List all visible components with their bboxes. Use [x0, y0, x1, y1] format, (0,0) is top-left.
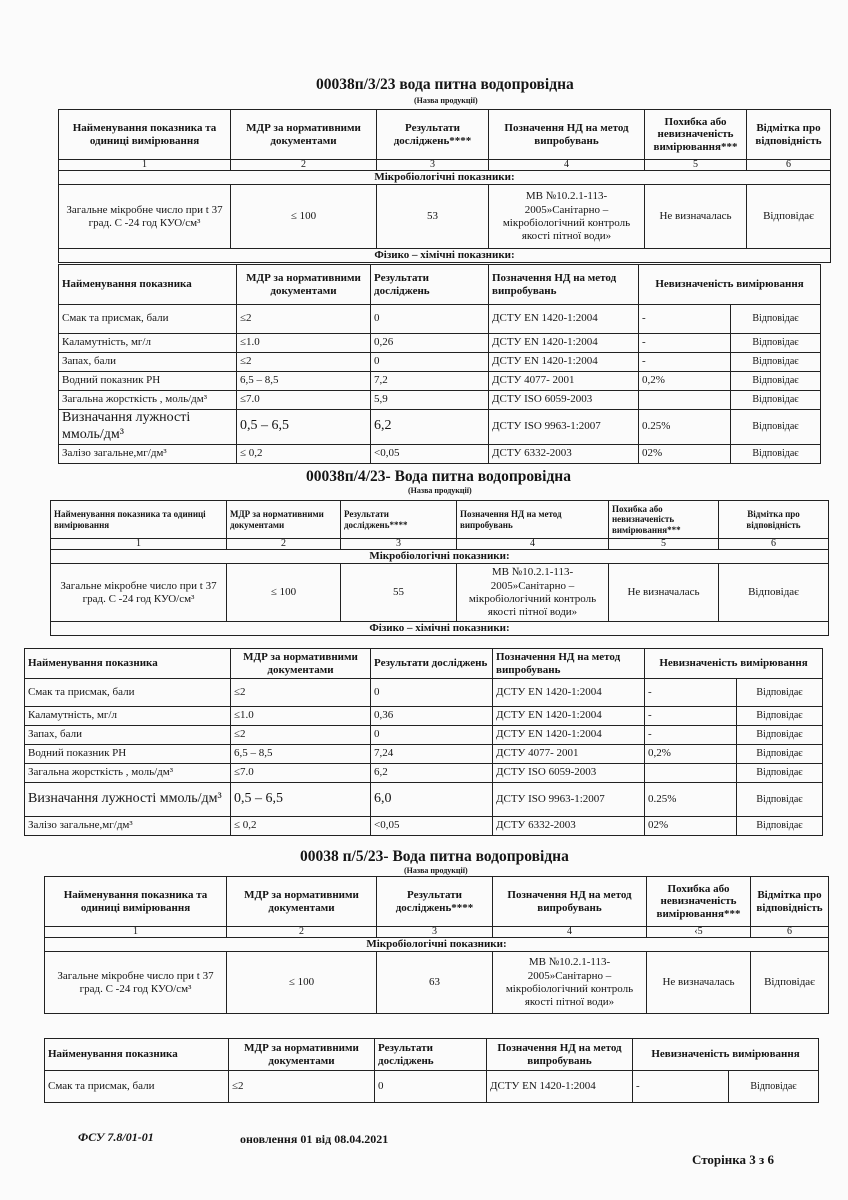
- index-cell: 5: [609, 539, 719, 550]
- col-header: Невизначеність вимірювання: [633, 1039, 819, 1071]
- col-header: Позначення НД на метод випробувань: [489, 265, 639, 305]
- compliance-mark: Відповідає: [731, 353, 821, 372]
- col-header: Найменування показника та одиниці вимірювання: [59, 110, 231, 160]
- result-value: 0: [371, 726, 493, 745]
- result-value: 63: [377, 952, 493, 1014]
- compliance-mark: Відповідає: [737, 679, 823, 707]
- uncertainty-value: -: [645, 679, 737, 707]
- col-header: Позначення НД на метод випробувань: [487, 1039, 633, 1071]
- indicator-name: Водний показник РН: [59, 372, 237, 391]
- index-cell: 3: [377, 160, 489, 171]
- index-cell: 1: [45, 927, 227, 938]
- col-header: Результати досліджень****: [377, 877, 493, 927]
- index-cell: 4: [489, 160, 645, 171]
- index-cell: 1: [51, 539, 227, 550]
- section-title: 00038п/4/23- Вода питна водопровідна: [306, 468, 571, 485]
- col-header: Відмітка про відповідність: [719, 501, 829, 539]
- method-value: ДСТУ 4077- 2001: [493, 745, 645, 764]
- col-header: Позначення НД на метод випробувань: [457, 501, 609, 539]
- section-label: Мікробіологічні показники:: [45, 938, 829, 952]
- uncertainty-value: -: [639, 305, 731, 334]
- result-value: 0: [371, 305, 489, 334]
- col-header: Найменування показника: [25, 649, 231, 679]
- mdr-value: ≤1.0: [231, 707, 371, 726]
- col-header: Невизначеність вимірювання: [639, 265, 821, 305]
- indicator-name: Запах, бали: [59, 353, 237, 372]
- uncertainty-value: -: [645, 726, 737, 745]
- indicator-name: Смак та присмак, бали: [25, 679, 231, 707]
- col-header: Найменування показника: [59, 265, 237, 305]
- section-label: Фізико – хімічні показники:: [59, 249, 831, 263]
- mdr-value: ≤2: [231, 726, 371, 745]
- col-header: Невизначеність вимірювання: [645, 649, 823, 679]
- result-value: 0: [371, 679, 493, 707]
- method-value: МВ №10.2.1-113-2005»Санітарно – мікробіологічний контроль якості пітної води»: [489, 185, 645, 249]
- mdr-value: ≤2: [229, 1071, 375, 1103]
- method-value: ДСТУ ISO 9963-1:2007: [489, 410, 639, 445]
- error-value: Не визначалась: [645, 185, 747, 249]
- uncertainty-value: 0,2%: [639, 372, 731, 391]
- indicator-name: Каламутність, мг/л: [59, 334, 237, 353]
- micro-table: [44, 876, 829, 1014]
- mdr-value: ≤ 100: [227, 564, 341, 622]
- col-header: Позначення НД на метод випробувань: [489, 110, 645, 160]
- indicator-name: Загальне мікробне число при t 37 град. С -24 год КУО/см³: [59, 185, 231, 249]
- col-header: Відмітка про відповідність: [747, 110, 831, 160]
- index-cell: 6: [719, 539, 829, 550]
- section-title: 00038 п/5/23- Вода питна водопровідна: [300, 848, 569, 865]
- mdr-value: ≤ 100: [227, 952, 377, 1014]
- method-value: ДСТУ EN 1420-1:2004: [489, 353, 639, 372]
- indicator-name: Каламутність, мг/л: [25, 707, 231, 726]
- error-value: Не визначалась: [647, 952, 751, 1014]
- mdr-value: 0,5 – 6,5: [231, 783, 371, 817]
- result-value: 55: [341, 564, 457, 622]
- col-header: МДР за нормативними документами: [237, 265, 371, 305]
- index-cell: 4: [457, 539, 609, 550]
- uncertainty-value: -: [645, 707, 737, 726]
- method-value: ДСТУ 6332-2003: [493, 817, 645, 836]
- compliance-mark: Відповідає: [737, 745, 823, 764]
- section-label: Мікробіологічні показники:: [51, 550, 829, 564]
- col-header: Результати досліджень****: [341, 501, 457, 539]
- revision-note: оновлення 01 від 08.04.2021: [240, 1132, 389, 1146]
- indicator-name: Визначання лужності ммоль/дм³: [59, 410, 237, 445]
- indicator-name: Запах, бали: [25, 726, 231, 745]
- indicator-name: Загальне мікробне число при t 37 град. С -24 год КУО/см³: [45, 952, 227, 1014]
- product-name-caption: (Назва продукції): [408, 486, 472, 495]
- index-cell: 6: [751, 927, 829, 938]
- mdr-value: ≤2: [237, 353, 371, 372]
- mdr-value: ≤1.0: [237, 334, 371, 353]
- result-value: 6,0: [371, 783, 493, 817]
- index-cell: 3: [377, 927, 493, 938]
- col-header: МДР за нормативними документами: [231, 649, 371, 679]
- result-value: <0,05: [371, 444, 489, 463]
- method-value: ДСТУ EN 1420-1:2004: [489, 334, 639, 353]
- compliance-mark: Відповідає: [731, 444, 821, 463]
- index-cell: 3: [341, 539, 457, 550]
- uncertainty-value: -: [639, 334, 731, 353]
- mdr-value: ≤7.0: [231, 764, 371, 783]
- form-code: ФСУ 7.8/01-01: [78, 1130, 154, 1144]
- compliance-mark: Відповідає: [737, 707, 823, 726]
- uncertainty-value: 0.25%: [639, 410, 731, 445]
- micro-table: [50, 500, 829, 636]
- col-header: Відмітка про відповідність: [751, 877, 829, 927]
- result-value: 7,2: [371, 372, 489, 391]
- index-cell: 6: [747, 160, 831, 171]
- index-cell: 5: [645, 160, 747, 171]
- section-title: 00038п/3/23 вода питна водопровідна: [316, 76, 574, 93]
- uncertainty-value: [645, 764, 737, 783]
- mdr-value: 6,5 – 8,5: [237, 372, 371, 391]
- result-value: 53: [377, 185, 489, 249]
- error-value: Не визначалась: [609, 564, 719, 622]
- col-header: Похибка або невизначеність вимірювання***: [647, 877, 751, 927]
- index-cell: 2: [227, 539, 341, 550]
- mdr-value: ≤ 100: [231, 185, 377, 249]
- method-value: ДСТУ 4077- 2001: [489, 372, 639, 391]
- result-value: 0,36: [371, 707, 493, 726]
- indicator-name: Загальне мікробне число при t 37 град. С -24 год КУО/см³: [51, 564, 227, 622]
- index-cell: 2: [231, 160, 377, 171]
- index-cell: 4: [493, 927, 647, 938]
- col-header: Результати досліджень: [371, 649, 493, 679]
- indicator-name: Смак та присмак, бали: [45, 1071, 229, 1103]
- method-value: МВ №10.2.1-113-2005»Санітарно – мікробіологічний контроль якості пітної води»: [457, 564, 609, 622]
- indicator-name: Загальна жорсткість , моль/дм³: [25, 764, 231, 783]
- method-value: МВ №10.2.1-113-2005»Санітарно – мікробіологічний контроль якості пітної води»: [493, 952, 647, 1014]
- compliance-mark: Відповідає: [737, 764, 823, 783]
- result-value: 7,24: [371, 745, 493, 764]
- col-header: Позначення НД на метод випробувань: [493, 877, 647, 927]
- method-value: ДСТУ 6332-2003: [489, 444, 639, 463]
- mdr-value: ≤2: [237, 305, 371, 334]
- method-value: ДСТУ EN 1420-1:2004: [493, 679, 645, 707]
- product-name-caption: (Назва продукції): [414, 96, 478, 105]
- indicator-name: Залізо загальне,мг/дм³: [25, 817, 231, 836]
- method-value: ДСТУ EN 1420-1:2004: [489, 305, 639, 334]
- physchem-table: [44, 1038, 819, 1103]
- indicator-name: Залізо загальне,мг/дм³: [59, 444, 237, 463]
- compliance-mark: Відповідає: [719, 564, 829, 622]
- mdr-value: 6,5 – 8,5: [231, 745, 371, 764]
- result-value: 0,26: [371, 334, 489, 353]
- result-value: 5,9: [371, 391, 489, 410]
- col-header: МДР за нормативними документами: [227, 501, 341, 539]
- uncertainty-value: 0,2%: [645, 745, 737, 764]
- indicator-name: Смак та присмак, бали: [59, 305, 237, 334]
- compliance-mark: Відповідає: [737, 817, 823, 836]
- method-value: ДСТУ EN 1420-1:2004: [493, 707, 645, 726]
- col-header: МДР за нормативними документами: [231, 110, 377, 160]
- col-header: МДР за нормативними документами: [227, 877, 377, 927]
- micro-table: [58, 109, 831, 263]
- compliance-mark: Відповідає: [737, 726, 823, 745]
- method-value: ДСТУ ISO 9963-1:2007: [493, 783, 645, 817]
- uncertainty-value: -: [639, 353, 731, 372]
- method-value: ДСТУ ISO 6059-2003: [493, 764, 645, 783]
- uncertainty-value: 02%: [639, 444, 731, 463]
- result-value: 6,2: [371, 410, 489, 445]
- uncertainty-value: [639, 391, 731, 410]
- compliance-mark: Відповідає: [747, 185, 831, 249]
- compliance-mark: Відповідає: [731, 410, 821, 445]
- page-number: Сторінка 3 з 6: [692, 1152, 775, 1167]
- col-header: Результати досліджень: [371, 265, 489, 305]
- result-value: 0: [371, 353, 489, 372]
- compliance-mark: Відповідає: [731, 334, 821, 353]
- uncertainty-value: -: [633, 1071, 729, 1103]
- method-value: ДСТУ ISO 6059-2003: [489, 391, 639, 410]
- compliance-mark: Відповідає: [731, 372, 821, 391]
- compliance-mark: Відповідає: [731, 305, 821, 334]
- uncertainty-value: 02%: [645, 817, 737, 836]
- mdr-value: ≤ 0,2: [237, 444, 371, 463]
- col-header: Найменування показника: [45, 1039, 229, 1071]
- col-header: Результати досліджень: [375, 1039, 487, 1071]
- compliance-mark: Відповідає: [751, 952, 829, 1014]
- indicator-name: Загальна жорсткість , моль/дм³: [59, 391, 237, 410]
- col-header: Похибка або невизначеність вимірювання***: [609, 501, 719, 539]
- col-header: Позначення НД на метод випробувань: [493, 649, 645, 679]
- compliance-mark: Відповідає: [729, 1071, 819, 1103]
- mdr-value: ≤2: [231, 679, 371, 707]
- index-cell: 2: [227, 927, 377, 938]
- index-cell: 1: [59, 160, 231, 171]
- section-label: Мікробіологічні показники:: [59, 171, 831, 185]
- col-header: Похибка або невизначеність вимірювання***: [645, 110, 747, 160]
- product-name-caption: (Назва продукції): [404, 866, 468, 875]
- col-header: Результати досліджень****: [377, 110, 489, 160]
- col-header: Найменування показника та одиниці вимірювання: [45, 877, 227, 927]
- mdr-value: ≤7.0: [237, 391, 371, 410]
- col-header: МДР за нормативними документами: [229, 1039, 375, 1071]
- col-header: Найменування показника та одиниці вимірювання: [51, 501, 227, 539]
- compliance-mark: Відповідає: [737, 783, 823, 817]
- result-value: 6,2: [371, 764, 493, 783]
- method-value: ДСТУ EN 1420-1:2004: [487, 1071, 633, 1103]
- mdr-value: ≤ 0,2: [231, 817, 371, 836]
- indicator-name: Водний показник РН: [25, 745, 231, 764]
- index-cell: ‹5: [647, 927, 751, 938]
- compliance-mark: Відповідає: [731, 391, 821, 410]
- physchem-table: [58, 264, 821, 464]
- method-value: ДСТУ EN 1420-1:2004: [493, 726, 645, 745]
- result-value: 0: [375, 1071, 487, 1103]
- result-value: <0,05: [371, 817, 493, 836]
- physchem-table: [24, 648, 823, 836]
- mdr-value: 0,5 – 6,5: [237, 410, 371, 445]
- uncertainty-value: 0.25%: [645, 783, 737, 817]
- section-label: Фізико – хімічні показники:: [51, 622, 829, 636]
- indicator-name: Визначання лужності ммоль/дм³: [25, 783, 231, 817]
